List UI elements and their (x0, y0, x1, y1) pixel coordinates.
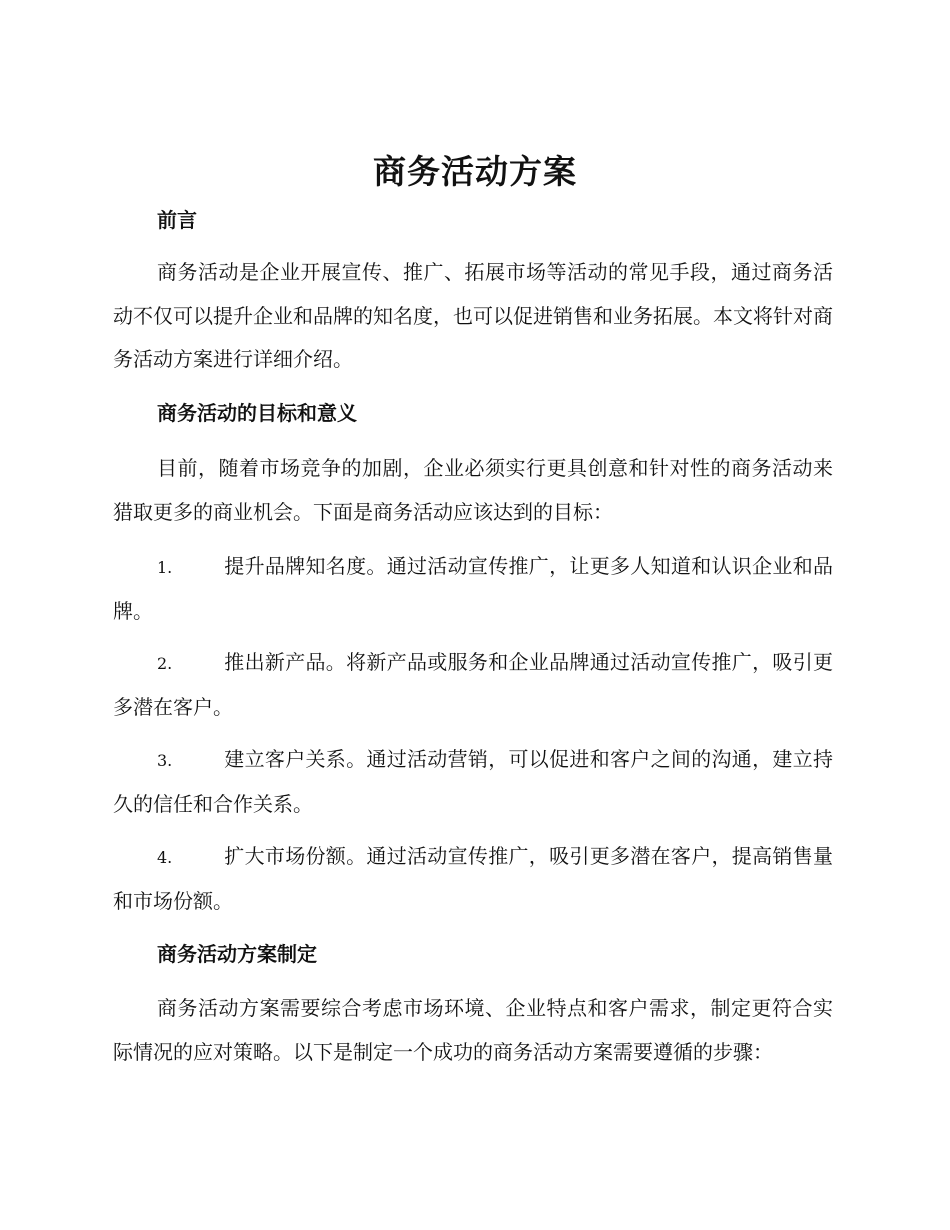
goal-item-2 (113, 641, 833, 729)
goal-item-number: 1. (157, 558, 173, 577)
section-heading-preface: 前言 (157, 208, 197, 232)
goal-item-number: 2. (157, 654, 173, 673)
preface-paragraph: 商务活动是企业开展宣传、推广、拓展市场等活动的常见手段，通过商务活动不仅可以提升企业和品牌的知名度，也可以促进销售和业务拓展。本文将针对商务活动方案进行详细介绍。 (113, 260, 833, 371)
document-title: 商务活动方案 (373, 152, 577, 191)
goals-paragraph: 目前，随着市场竞争的加剧，企业必须实行更具创意和针对性的商务活动来猎取更多的商业机会。下面是商务活动应该达到的目标： (113, 456, 833, 524)
goal-item-1 (113, 545, 833, 633)
section-heading-goals: 商务活动的目标和意义 (157, 401, 357, 425)
plan-paragraph: 商务活动方案需要综合考虑市场环境、企业特点和客户需求，制定更符合实际情况的应对策略。以下是制定一个成功的商务活动方案需要遵循的步骤： (113, 996, 833, 1064)
goal-item-text: 提升品牌知名度。通过活动宣传推广，让更多人知道和认识企业和品牌。 (113, 554, 833, 623)
goal-item-text: 建立客户关系。通过活动营销，可以促进和客户之间的沟通，建立持久的信任和合作关系。 (113, 747, 833, 816)
goal-item-number: 3. (157, 751, 173, 770)
section-heading-plan: 商务活动方案制定 (157, 942, 317, 966)
goal-item-text: 推出新产品。将新产品或服务和企业品牌通过活动宣传推广，吸引更多潜在客户。 (113, 650, 833, 719)
goal-item-number: 4. (157, 848, 173, 867)
goal-item-3 (113, 738, 833, 826)
goal-item-4 (113, 835, 833, 923)
goal-item-text: 扩大市场份额。通过活动宣传推广，吸引更多潜在客户，提高销售量和市场份额。 (113, 844, 833, 913)
